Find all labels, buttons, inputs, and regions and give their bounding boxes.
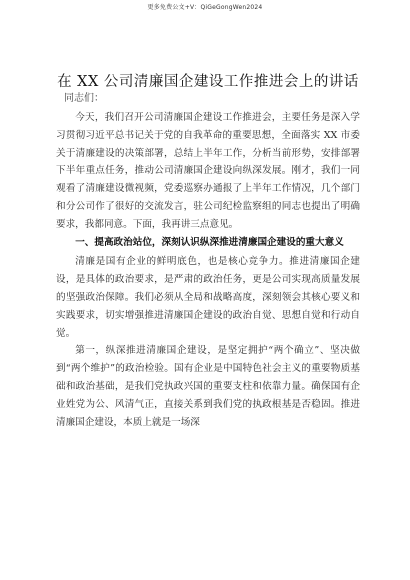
salutation: 同志们： [64, 93, 104, 104]
body-paragraph: 清廉是国有企业的鲜明底色，也是核心竞争力。推进清廉国企建设，是具体的政治要求，是严肃的政治任务，更是公司实现高质量发展的坚强政治保障。我们必须从全局和战略高度，深刻领会其核心要义和实践要求，切实增强推进清廉国企建设的政治自觉、思想自觉和行动自觉。 [56, 256, 360, 339]
intro-paragraph: 今天，我们召开公司清廉国企建设工作推进会，主要任务是深入学习贯彻习近平总书记关于党的自我革命的重要思想，全面落实 XX 市委关于清廉建设的决策部署，总结上半年工作，分析当前形势，安排部署下半年重点任务，推动公司清廉国企建设向纵深发展。刚才，我们一同观看了清廉建设微视频，党委巡察办通报了上半年工作情况，几个部门和分公司作了很好的交流发言，驻公司纪检监察组的同志也提出了明确要求，我都同意。下面，我再讲三点意见。 [56, 112, 360, 230]
body-paragraph: 第一，纵深推进清廉国企建设，是坚定拥护“两个确立”、坚决做到“两个维护”的政治检验。国有企业是中国特色社会主义的重要物质基础和政治基础，是我们党执政兴国的重要支柱和依靠力量。确保国有企业姓党为公、风清气正，直接关系到我们党的执政根基是否稳固。推进清廉国企建设，本质上就是一场深 [56, 345, 360, 428]
section-heading: 一、提高政治站位，深刻认识纵深推进清廉国企建设的重大意义 [75, 236, 344, 248]
header-note: 更多免费公文+V：QiGeGongWen2024 [147, 4, 263, 11]
document-body [56, 72, 360, 431]
document-title: 在 XX 公司清廉国企建设工作推进会上的讲话 [57, 74, 359, 90]
